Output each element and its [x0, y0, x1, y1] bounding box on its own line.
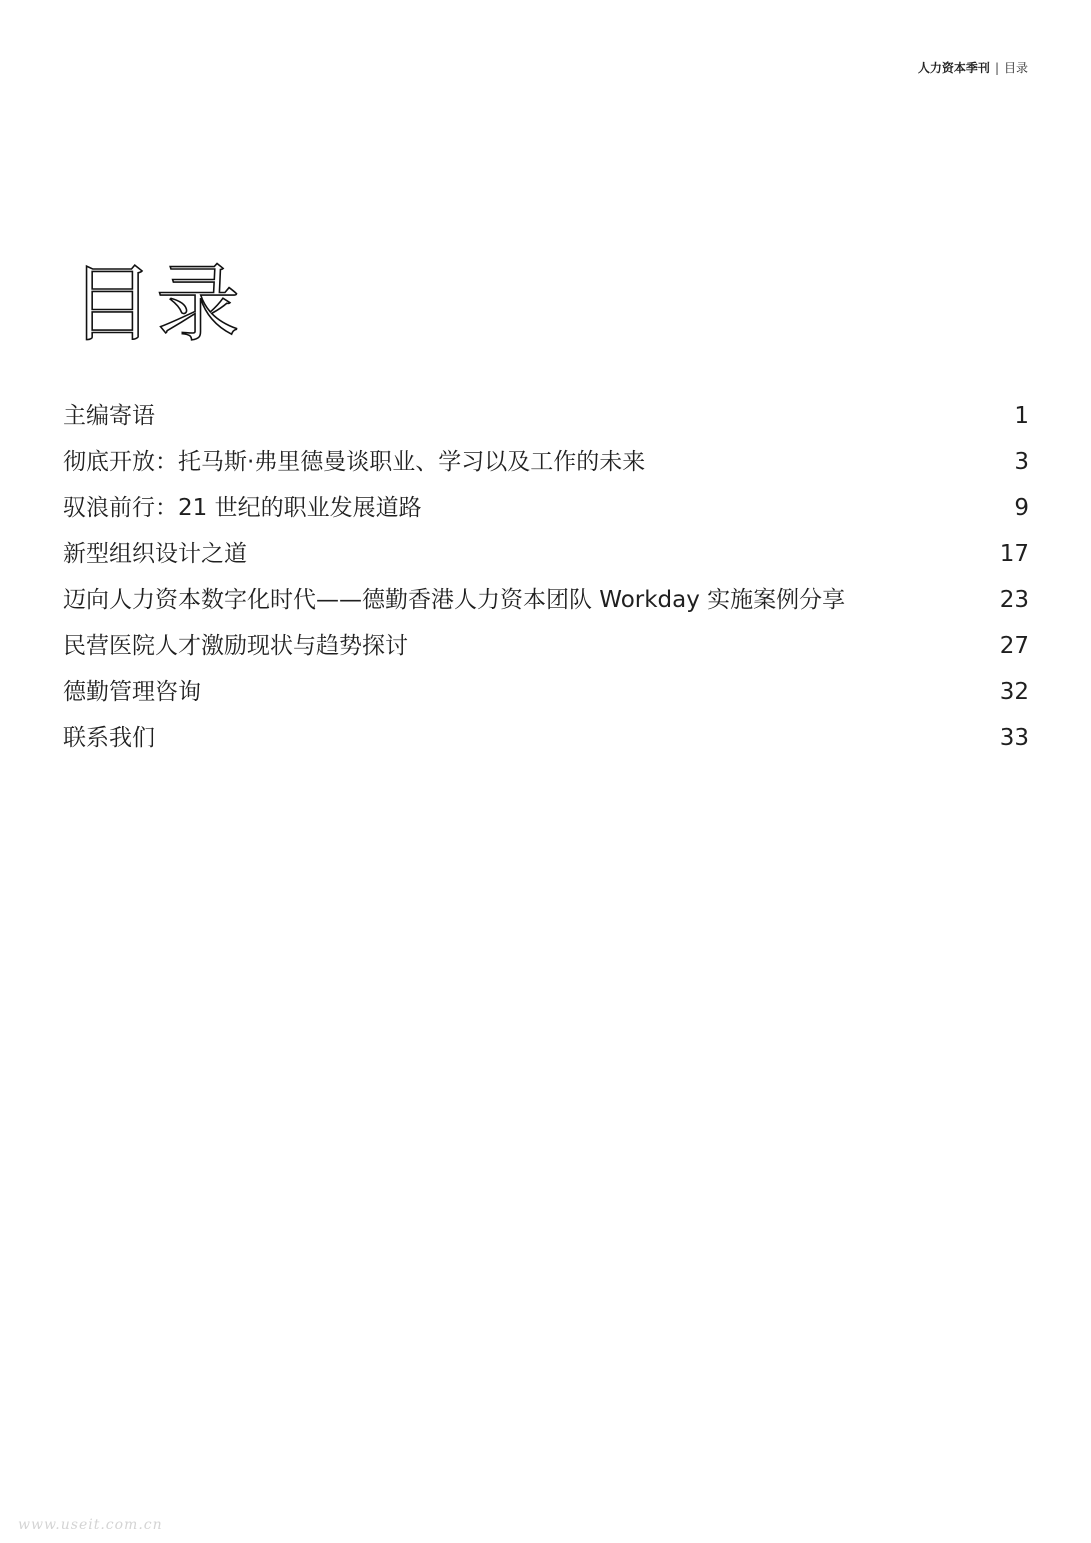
toc-entry-title[interactable]: 联系我们 — [63, 725, 155, 751]
toc-entry-title[interactable]: 迈向人力资本数字化时代——德勤香港人力资本团队 Workday 实施案例分享 — [63, 587, 846, 613]
toc-entry[interactable] — [63, 485, 1029, 531]
toc-entry-title[interactable]: 新型组织设计之道 — [63, 541, 247, 567]
toc-entry[interactable] — [63, 531, 1029, 577]
header-separator: | — [994, 61, 999, 75]
page-title: 目录 — [70, 255, 243, 354]
toc-entry-title[interactable]: 彻底开放：托马斯·弗里德曼谈职业、学习以及工作的未来 — [63, 449, 646, 475]
toc-entry[interactable] — [63, 439, 1029, 485]
toc-entry[interactable] — [63, 623, 1029, 669]
toc-entry-page: 33 — [999, 725, 1029, 751]
watermark: www.useit.com.cn — [18, 1517, 163, 1533]
section-name: 目录 — [1003, 61, 1028, 75]
toc-entry-page: 23 — [999, 587, 1029, 613]
toc-entry[interactable] — [63, 577, 1029, 623]
toc-entry[interactable] — [63, 393, 1029, 439]
toc-entry-page: 3 — [1014, 449, 1029, 475]
running-header — [918, 60, 1028, 76]
toc-entry[interactable] — [63, 669, 1029, 715]
publication-name: 人力资本季刊 — [917, 61, 990, 75]
toc-entry-title[interactable]: 民营医院人才激励现状与趋势探讨 — [63, 633, 408, 659]
toc-entry-page: 17 — [999, 541, 1029, 567]
toc-entry-title[interactable]: 德勤管理咨询 — [63, 679, 201, 705]
table-of-contents — [63, 393, 1029, 761]
toc-entry[interactable] — [63, 715, 1029, 761]
toc-entry-page: 32 — [999, 679, 1029, 705]
toc-entry-title[interactable]: 驭浪前行：21 世纪的职业发展道路 — [63, 495, 422, 521]
toc-entry-page: 1 — [1014, 403, 1029, 429]
toc-entry-page: 27 — [999, 633, 1029, 659]
toc-entry-page: 9 — [1014, 495, 1029, 521]
toc-entry-title[interactable]: 主编寄语 — [63, 403, 155, 429]
